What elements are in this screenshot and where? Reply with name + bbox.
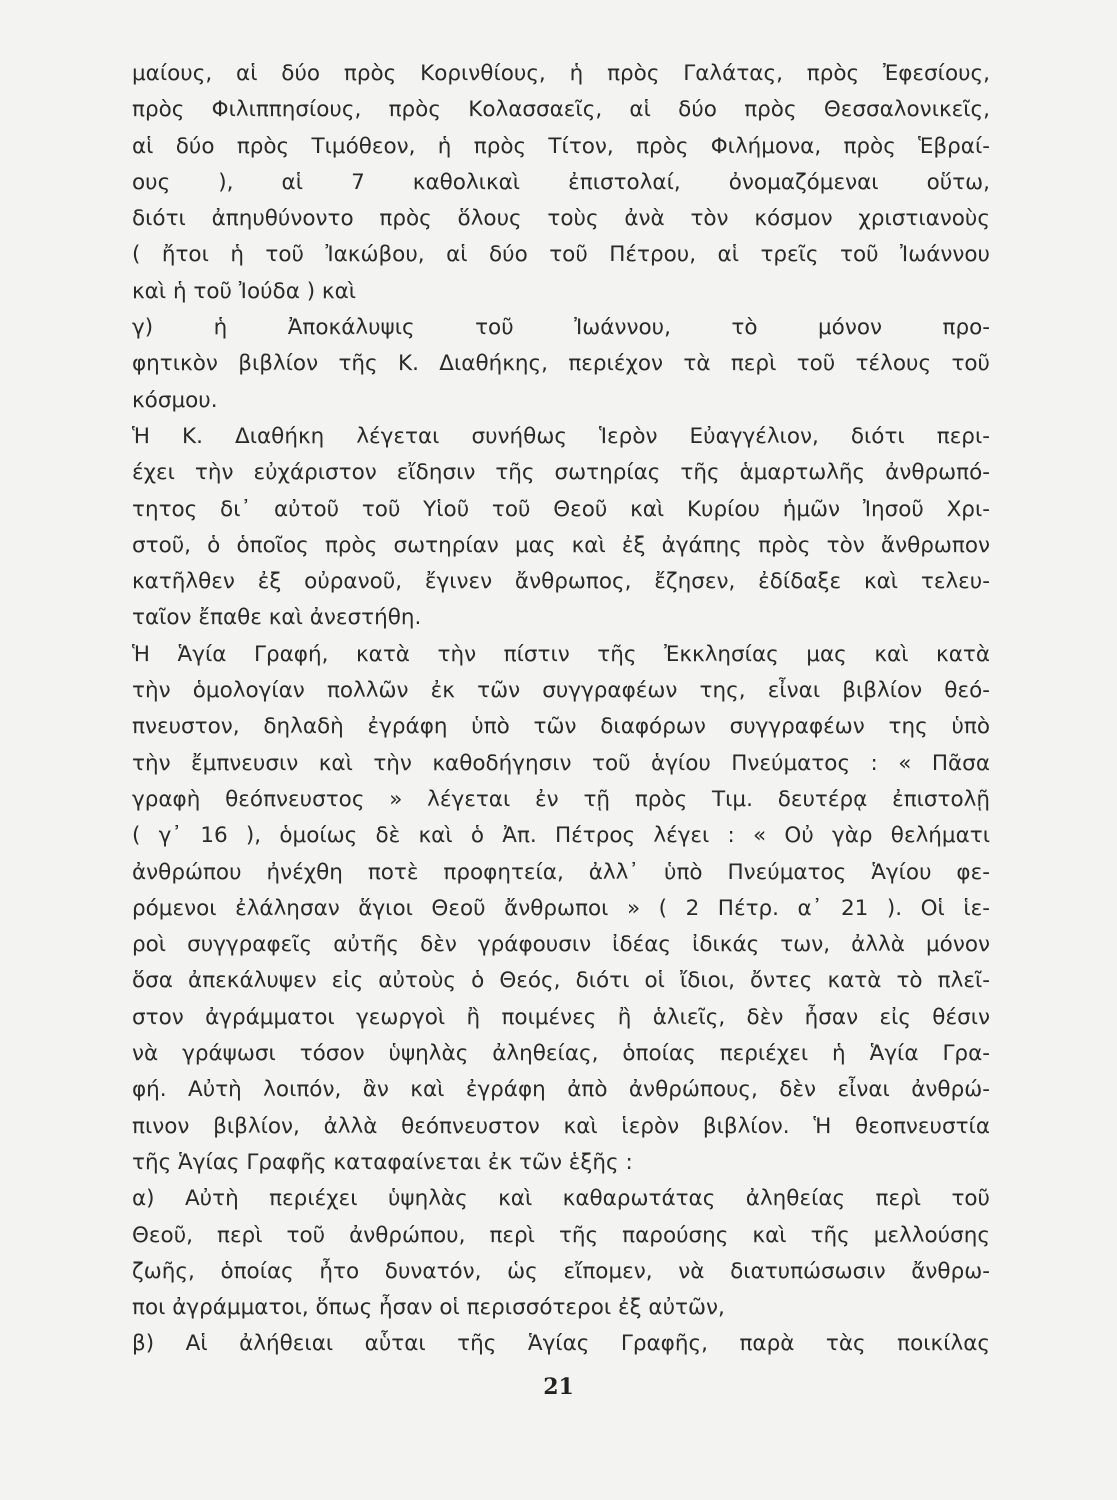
text-line-27: στον ἀγράμματοι γεωργοὶ ἢ ποιμένες ἢ ἁλιεῖς, δὲν ἦσαν εἰς θέσιν	[132, 1004, 990, 1030]
text-line-19: πνευστον, δηλαδὴ ἐγράφη ὑπὸ τῶν διαφόρων συγγραφέων της ὑπὸ	[132, 714, 990, 740]
text-line-29: φή. Αὐτὴ λοιπόν, ἂν καὶ ἐγράφη ἀπὸ ἀνθρώπους, δὲν εἶναι ἀνθρώ-	[132, 1077, 990, 1103]
text-line-25: ροὶ συγγραφεῖς αὐτῆς δὲν γράφουσιν ἰδέας ἰδικάς των, ἀλλὰ μόνον	[132, 932, 990, 958]
text-line-6: ( ἤτοι ἡ τοῦ Ἰακώβου, αἱ δύο τοῦ Πέτρου, αἱ τρεῖς τοῦ Ἰωάννου	[132, 242, 990, 268]
text-line-31: τῆς Ἁγίας Γραφῆς καταφαίνεται ἐκ τῶν ἑξῆς :	[132, 1149, 633, 1175]
text-line-13: τητος δι᾽ αὐτοῦ τοῦ Υἱοῦ τοῦ Θεοῦ καὶ Κυρίου ἡμῶν Ἰησοῦ Χρι-	[132, 496, 990, 522]
text-line-24: ρόμενοι ἐλάλησαν ἅγιοι Θεοῦ ἄνθρωποι » ( 2 Πέτρ. α᾽ 21 ). Οἱ ἱε-	[132, 895, 990, 921]
text-line-7: καὶ ἡ τοῦ Ἰούδα ) καὶ	[132, 278, 357, 304]
text-line-26: ὅσα ἀπεκάλυψεν εἰς αὐτοὺς ὁ Θεός, διότι οἱ ἴδιοι, ὄντες κατὰ τὸ πλεῖ-	[132, 968, 990, 994]
text-line-34: ζωῆς, ὁποίας ἦτο δυνατόν, ὡς εἴπομεν, νὰ διατυπώσωσιν ἄνθρω-	[132, 1258, 990, 1284]
text-line-10: κόσμου.	[132, 387, 218, 413]
text-line-3: αἱ δύο πρὸς Τιμόθεον, ἡ πρὸς Τίτον, πρὸς Φιλήμονα, πρὸς Ἑβραί-	[132, 133, 990, 159]
text-line-32: α) Αὐτὴ περιέχει ὑψηλὰς καὶ καθαρωτάτας ἀληθείας περὶ τοῦ	[132, 1186, 990, 1212]
text-line-20: τὴν ἔμπνευσιν καὶ τὴν καθοδήγησιν τοῦ ἁγίου Πνεύματος : « Πᾶσα	[132, 750, 990, 776]
text-line-4: ους ), αἱ 7 καθολικαὶ ἐπιστολαί, ὀνομαζόμεναι οὕτω,	[132, 169, 990, 195]
text-line-14: στοῦ, ὁ ὁποῖος πρὸς σωτηρίαν μας καὶ ἐξ ἀγάπης πρὸς τὸν ἄνθρωπον	[132, 532, 990, 558]
text-line-2: πρὸς Φιλιππησίους, πρὸς Κολασσαεῖς, αἱ δύο πρὸς Θεσσαλονικεῖς,	[132, 97, 990, 123]
text-line-1: μαίους, αἱ δύο πρὸς Κορινθίους, ἡ πρὸς Γαλάτας, πρὸς Ἐφεσίους,	[132, 61, 990, 86]
text-line-28: νὰ γράψωσι τόσον ὑψηλὰς ἀληθείας, ὁποίας περιέχει ἡ Ἁγία Γρα-	[132, 1041, 990, 1067]
text-line-36: β) Αἱ ἀλήθειαι αὗται τῆς Ἁγίας Γραφῆς, παρὰ τὰς ποικίλας	[132, 1331, 990, 1357]
text-line-18: τὴν ὁμολογίαν πολλῶν ἐκ τῶν συγγραφέων της, εἶναι βιβλίον θεό-	[132, 678, 990, 704]
text-line-30: πινον βιβλίον, ἀλλὰ θεόπνευστον καὶ ἱερὸν βιβλίον. Ἡ θεοπνευστία	[132, 1113, 990, 1139]
text-line-16: ταῖον ἔπαθε καὶ ἀνεστήθη.	[132, 605, 422, 631]
text-line-17: Ἡ Ἁγία Γραφή, κατὰ τὴν πίστιν τῆς Ἐκκλησίας μας καὶ κατὰ	[132, 641, 990, 667]
text-line-8: γ) ἡ Ἀποκάλυψις τοῦ Ἰωάννου, τὸ μόνον προ-	[132, 315, 990, 341]
page-number: 21	[543, 1374, 574, 1400]
text-line-9: φητικὸν βιβλίον τῆς Κ. Διαθήκης, περιέχον τὰ περὶ τοῦ τέλους τοῦ	[132, 351, 990, 377]
text-line-21: γραφὴ θεόπνευστος » λέγεται ἐν τῇ πρὸς Τιμ. δευτέρᾳ ἐπιστολῇ	[132, 786, 990, 812]
body-text	[132, 56, 990, 1363]
text-line-12: έχει τὴν εὐχάριστον εἴδησιν τῆς σωτηρίας τῆς ἁμαρτωλῆς ἀνθρωπό-	[132, 460, 990, 486]
text-line-15: κατῆλθεν ἐξ οὐρανοῦ, ἔγινεν ἄνθρωπος, ἔζησεν, ἐδίδαξε καὶ τελευ-	[132, 569, 990, 595]
text-line-5: διότι ἀπηυθύνοντο πρὸς ὅλους τοὺς ἀνὰ τὸν κόσμον χριστιανοὺς	[132, 206, 990, 232]
text-line-35: ποι ἀγράμματοι, ὅπως ἦσαν οἱ περισσότεροι ἐξ αὐτῶν,	[132, 1295, 725, 1321]
text-line-23: ἀνθρώπου ἠνέχθη ποτὲ προφητεία, ἀλλ᾽ ὑπὸ Πνεύματος Ἁγίου φε-	[132, 859, 990, 885]
text-line-22: ( γ᾽ 16 ), ὁμοίως δὲ καὶ ὁ Ἀπ. Πέτρος λέγει : « Οὐ γὰρ θελήματι	[132, 823, 990, 849]
text-line-11: Ἡ Κ. Διαθήκη λέγεται συνήθως Ἱερὸν Εὐαγγέλιον, διότι περι-	[132, 423, 990, 449]
text-line-33: Θεοῦ, περὶ τοῦ ἀνθρώπου, περὶ τῆς παρούσης καὶ τῆς μελλούσης	[132, 1222, 990, 1248]
